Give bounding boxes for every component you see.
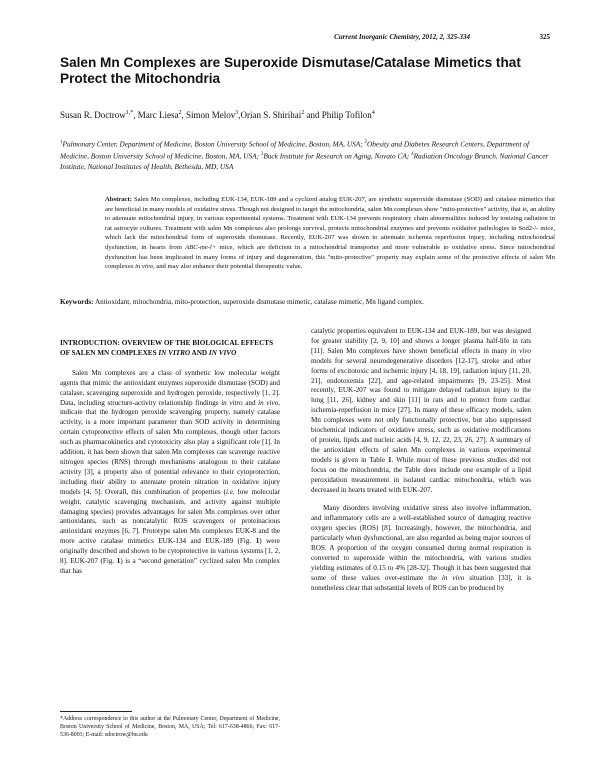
- author: Susan R. Doctrow$^{1,*}$,: [60, 110, 138, 120]
- table-ref: 1: [387, 455, 392, 464]
- left-column: [60, 327, 280, 586]
- author: Marc Liesa$^2$,: [137, 110, 186, 120]
- article-title: Salen Mn Complexes are Superoxide Dismutase/Catalase Mimetics that Protect the Mitochondria: [60, 55, 521, 86]
- right-column: [311, 327, 531, 603]
- affiliations: $^1$Pulmonary Center, Department of Medicine, Boston University School of Medicine, Boston, MA, USA; $^2$Obesity and Diabetes Research Centers, Department of Medicine, Boston University School of Medicine, Boston, MA, USA; $^3$Buck Institute for Research on Aging, Novato CA; $^4$Radiation Oncology Branch, National Cancer Institute, National Institutes of Health, Bethesda, MD, USA: [60, 139, 549, 171]
- author-list: [60, 107, 550, 121]
- journal-citation: Current Inorganic Chemistry, 2012, 2, 325-334: [334, 33, 470, 41]
- correspondence-footnote: *Address correspondence to this author at the Pulmonary Center, Department of Medicine, Boston University School of Medicine, Boston, MA, USA; Tel: 617-638-4866; Fax: 617-536-8093; E-mail: sdoctrow@bu.edu: [60, 716, 280, 739]
- abstract-label: Abstract:: [105, 196, 132, 203]
- author: Philip Tofilon$^4$: [321, 110, 375, 120]
- abstract: Abstract: Salen Mn complexes, including EUK-134, EUK-189 and a cyclized analog EUK-207, are synthetic superoxide dismutase (SOD) and catalase mimetics that are beneficial in many models of oxidative stress. Though not designed to target the mitochondria, salen Mn complexes show "mito-protective" activity, that is, an ability to attenuate mitochondrial injury, in various experimental systems. Treatment with EUK-134 prevents respiratory chain abnormalities induced by ionizing radiation in rat astrocyte cultures. Treatment with salen Mn complexes also prolongs survival, protects mitochondrial enzymes and prevents oxidative pathologies in Sod2-/- mice, which lack the mitochondrial form of superoxide dismutase. Recently, EUK-207 was shown to attenuate ischemia reperfusion injury, including mitochondrial dysfunction, in hearts from ABC-me-l+ mice, which are deficient in a mitochondrial transporter and more vulnerable to oxidative stress. Since mitochondrial dysfunction has been implicated in many forms of injury and degeneration, this "mito-protective" property may explain some of the protective effects of salen Mn complexes in vivo, and may also enhance their potential therapeutic value.: [105, 196, 555, 271]
- author: Simon Melov$^3$,: [185, 110, 241, 120]
- keywords-label: Keywords:: [60, 298, 94, 306]
- keywords: Keywords: Antioxidant, mitochondria, mito-protection, superoxide dismutase mimetic, catalase mimetic, Mn ligand complex.: [60, 298, 424, 306]
- body-paragraph: Salen Mn complexes are a class of synthetic low molecular weight agents that mimic the antioxidant enzymes superoxide dismutase (SOD) and catalase, scavenging superoxide and hydrogen peroxide, respectively [1, 2]. Data, including structure-activity relationship findings in vitro and in vivo, indicate that the hydrogen peroxide scavenging property, namely catalase activity, is a more important parameter than SOD activity in determining certain cytoprotective effects of salen Mn complexes, though other factors such as pharmacokinetics and cytotoxicity also play a significant role [1]. In addition, it has been shown that salen Mn complexes can scavenge reactive nitrogen species (RNS) through mechanisms analogous to their catalase activity [3], a property also of potential relevance to their cytoprotection, including their ability to attenuate protein nitration in oxidative injury models [4, 5]. Overall, this combination of properties (i.e. low molecular weight, catalytic scavenging mechanism, and activity against multiple damaging species) provides advantages for salen Mn complexes over other antioxidants, such as noncatalytic ROS scavengers or proteinacious antioxidant enzymes [6, 7]. Prototype salen Mn complexes EUK-8 and the more active catalase mimetics EUK-134 and EUK-189 (Fig. 1) were originally described and shown to be cytoprotective in various systems [1, 2, 8]. EUK-207 (Fig. 1) is a “second generation” cyclized salen Mn complex that has: [60, 368, 281, 575]
- figure-ref: 1: [116, 557, 121, 566]
- author: Orian S. Shirihai$^2$ and: [240, 110, 322, 120]
- body-paragraph: catalytic properties equivalent to EUK-134 and EUK-189, but was designed for greater stability [2, 9, 10] and shows a longer plasma half-life in rats [11]. Salen Mn complexes have shown beneficial effects in many in vivo models for several neurodegenerative disorders [12-17], stroke and other forms of excitotoxic and ischemic injury [4, 18, 19], radiation injury [11, 20, 21], endotoxemia [22], and age-related impairments [9, 23-25]. Most recently, EUK-207 was found to mitigate delayed radiation injury to the lung [11, 26], kidney and skin [11] in rats and to protect from cardiac ischemia-reperfusion in mice [27]. In many of these efficacy models, salen Mn complexes were not only functionally protective, but also suppressed biochemical indicators of oxidative stress, such as oxidative modifications of protein, lipids and nucleic acids [4, 9, 12, 22, 23, 26, 27]. A summary of the antioxidant effects of salen Mn complexes in various experimental models is given in Table 1. While most of these previous studies did not focus on the mitochondria, the Table does include one example of a lipid peroxidation measurement in isolated cardiac mitochondria, which was decreased in hearts treated with EUK-207.: [311, 327, 532, 494]
- page-number: 325: [539, 33, 550, 41]
- body-paragraph: Many disorders involving oxidative stress also involve inflammation, and inflammatory cells are a well-established source of damaging reactive oxygen species (ROS) [8]. Increasingly, however, the mitochondria, and particularly when dysfunctional, are also regarded as being major sources of ROS. A proportion of the oxygen consumed during normal respiration is converted to superoxide within the mitochondria, with various studies yielding estimates of 0.15 to 4% [28-32]. Though it has been suggested that some of these values over-estimate the in vivo situation [33], it is nonetheless clear that substantial levels of ROS can be produced by: [311, 504, 531, 592]
- section-heading: INTRODUCTION: OVERVIEW OF THE BIOLOGICAL EFFECTS OF SALEN MN COMPLEXES IN VITRO AND IN VIVO: [60, 339, 274, 357]
- figure-ref: 1: [255, 537, 260, 546]
- footnote-divider: [60, 711, 132, 712]
